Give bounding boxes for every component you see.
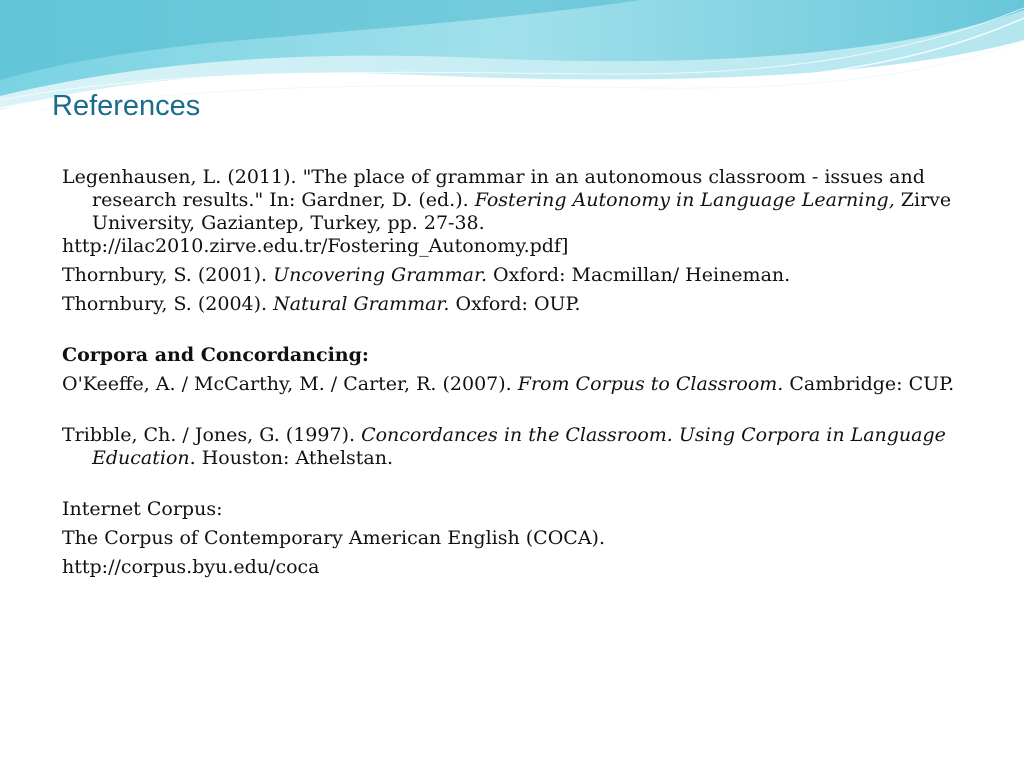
reference-text: Cambridge: CUP. [783, 373, 955, 395]
reference-text: . Houston: Athelstan. [189, 447, 394, 469]
reference-thornbury-2001 [62, 264, 972, 287]
reference-okeeffe [62, 373, 972, 396]
section-heading-corpora: Corpora and Concordancing: [62, 344, 369, 366]
slide-title: References [52, 90, 201, 122]
reference-italic-title: Uncovering Grammar. [273, 264, 488, 286]
reference-text: Oxford: Macmillan/ Heineman. [487, 264, 791, 286]
reference-text: Thornbury, S. (2001). [62, 264, 274, 286]
reference-text: Zirve University, Gaziantep, Turkey, pp. 27-38. [92, 189, 952, 234]
reference-text: Thornbury, S. (2004). [62, 293, 274, 315]
internet-corpus-label: Internet Corpus: [62, 498, 223, 520]
references-body [62, 166, 972, 585]
reference-text: Oxford: OUP. [449, 293, 581, 315]
internet-corpus-name: The Corpus of Contemporary American English (COCA). [62, 527, 606, 549]
reference-italic-title: From Corpus to Classroom. [517, 373, 784, 395]
reference-text: Tribble, Ch. / Jones, G. (1997). [62, 424, 362, 446]
reference-thornbury-2004 [62, 293, 972, 316]
reference-italic-title: Fostering Autonomy in Language Learning, [474, 189, 895, 211]
reference-text: O'Keeffe, A. / McCarthy, M. / Carter, R. (2007). [62, 373, 518, 395]
reference-tribble [62, 424, 972, 470]
reference-text: Legenhausen, L. (2011). "The place of grammar in an autonomous classroom - issues and research results." In: Gardner, D. (ed.). [62, 166, 925, 211]
internet-corpus-url: http://corpus.byu.edu/coca [62, 556, 320, 578]
reference-url: http://ilac2010.zirve.edu.tr/Fostering_Autonomy.pdf] [62, 235, 569, 257]
reference-italic-title: Concordances in the Classroom. Using Corpora in Language Education [92, 424, 946, 469]
reference-italic-title: Natural Grammar. [273, 293, 450, 315]
reference-legenhausen [62, 166, 972, 258]
